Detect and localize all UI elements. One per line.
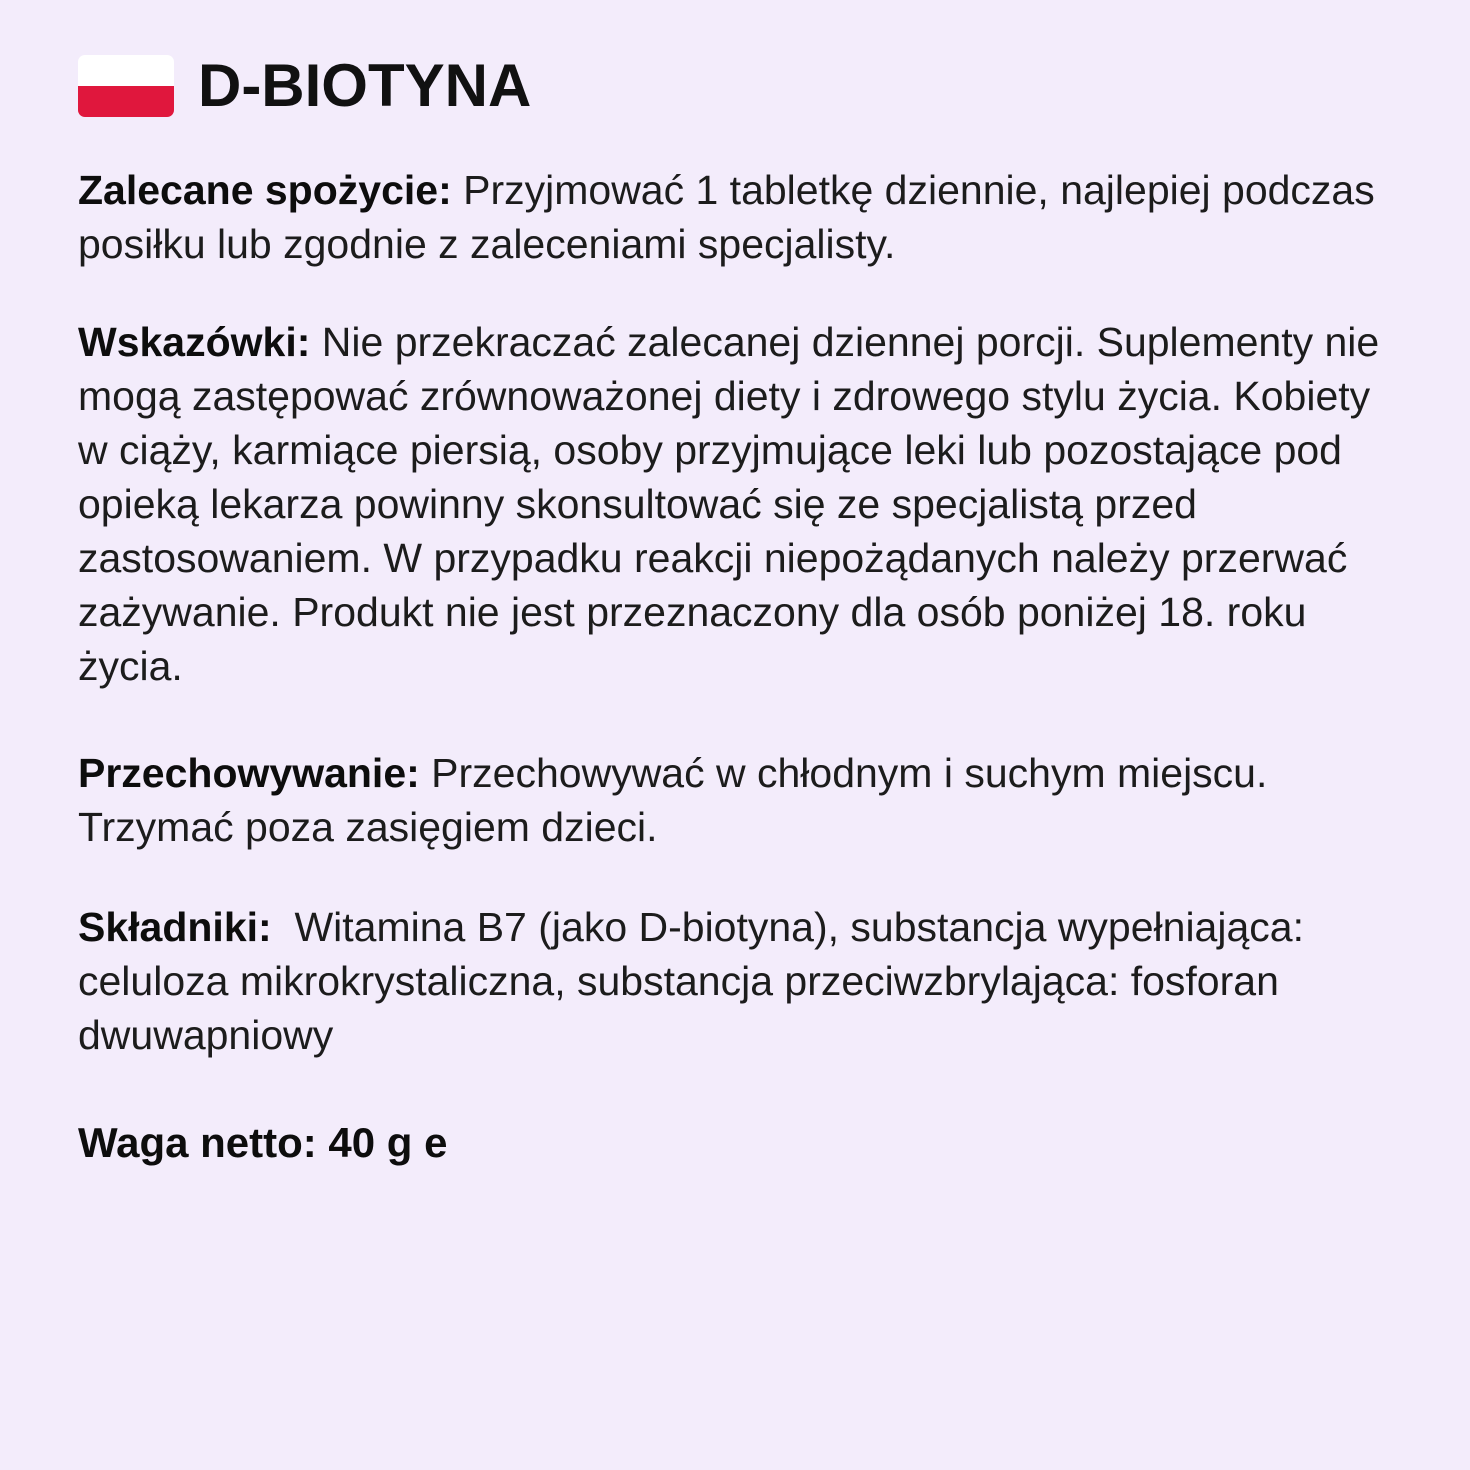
section-label: Zalecane spożycie: [78, 167, 452, 213]
section-text: Nie przekraczać zalecanej dziennej porcji. Suplementy nie mogą zastępować zrównoważonej diety i zdrowego stylu życia. Kobiety w ciąży, karmiące piersią, osoby przyjmujące leki lub pozostające pod opieką lekarza powinny skonsultować się ze specjalistą przed zastosowaniem. W przypadku reakcji niepożądanych należy przerwać zażywanie. Produkt nie jest przeznaczony dla osób poniżej 18. roku życia. [78, 319, 1380, 689]
section-text: Przyjmować 1 tabletkę dziennie, najlepiej podczas posiłku lub zgodnie z zaleceniami specjalisty. [78, 167, 1375, 267]
net-weight: Waga netto: 40 g e [78, 1119, 448, 1166]
section-text: Witamina B7 (jako D-biotyna), substancja wypełniająca: celuloza mikrokrystaliczna, substancja przeciwzbrylająca: fosforan dwuwapniowy [78, 904, 1316, 1058]
section-ingredients [78, 900, 1408, 1062]
section-warnings [78, 315, 1408, 693]
product-title: D-BIOTYNA [198, 52, 532, 119]
section-label: Wskazówki: [78, 319, 311, 365]
section-recommended-intake [78, 163, 1408, 271]
flag-white-stripe [78, 55, 174, 86]
section-label: Składniki: [78, 904, 272, 950]
flag-red-stripe [78, 86, 174, 117]
poland-flag-icon [78, 55, 174, 117]
section-label: Przechowywanie: [78, 750, 420, 796]
section-text: Przechowywać w chłodnym i suchym miejscu. Trzymać poza zasięgiem dzieci. [78, 750, 1268, 850]
header [78, 54, 531, 118]
section-storage [78, 746, 1408, 854]
